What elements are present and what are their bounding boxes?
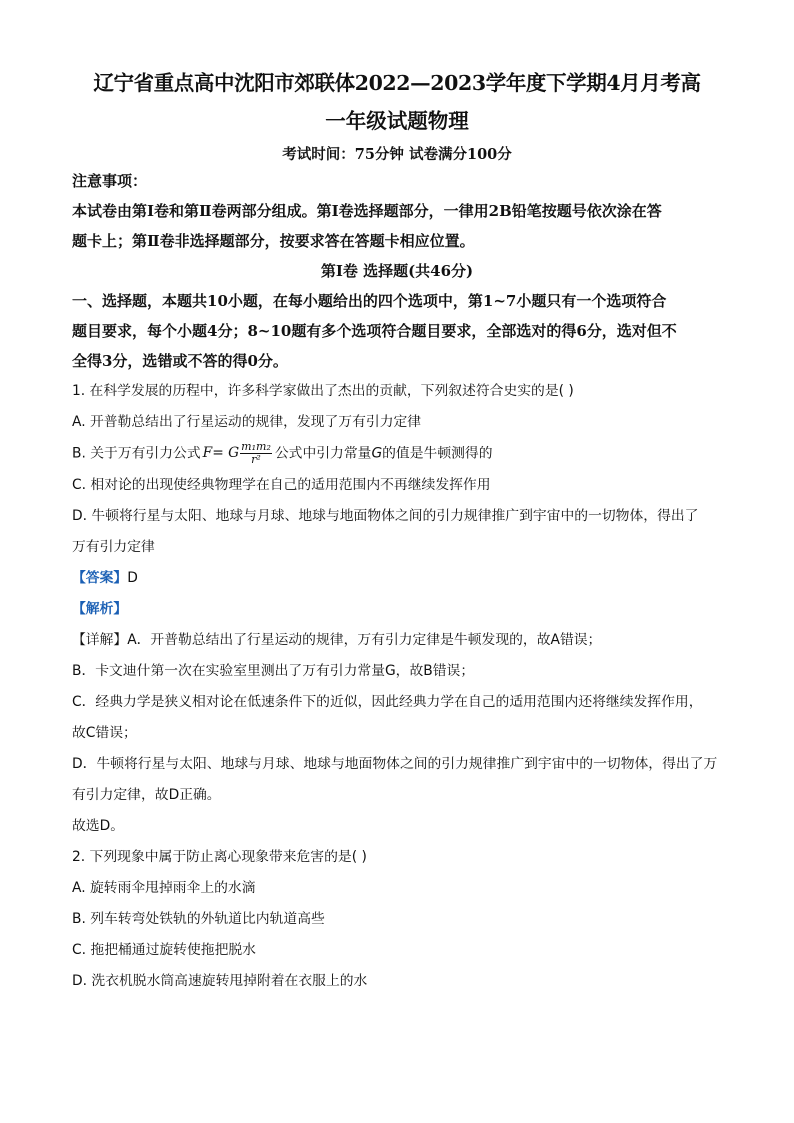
option-b-suffix2: 的值是牛顿测得的 xyxy=(382,445,493,462)
question-1-option-d-line2: 万有引力定律 xyxy=(72,538,155,555)
analysis-line xyxy=(72,594,722,625)
exam-info: 考试时间：75分钟 试卷满分100分 xyxy=(282,146,512,163)
analysis-tag: 【解析】 xyxy=(72,600,128,617)
notice-heading: 注意事项： xyxy=(72,172,148,190)
section-intro-line2: 题目要求，每个小题4分；8~10题有多个选项符合题目要求，全部选对的得6分，选对但不 xyxy=(72,322,677,340)
formula-f: F xyxy=(202,445,213,461)
detail-a-text: A．开普勒总结出了行星运动的规律，万有引力定律是牛顿发现的，故A错误； xyxy=(127,631,602,648)
detail-d-line2: 有引力定律，故D正确。 xyxy=(72,786,221,803)
question-1-option-d-line1: D. 牛顿将行星与太阳、地球与月球、地球与地面物体之间的引力规律推广到宇宙中的一切物体，得出了 xyxy=(72,507,699,524)
question-1-option-c: C. 相对论的出现使经典物理学在自己的适用范围内不再继续发挥作用 xyxy=(72,476,491,493)
section-title: 第Ⅰ卷 选择题(共46分) xyxy=(320,262,474,280)
detail-b: B．卡文迪什第一次在实验室里测出了万有引力常量G，故B错误； xyxy=(72,662,475,679)
detail-d-line1: D．牛顿将行星与太阳、地球与月球、地球与地面物体之间的引力规律推广到宇宙中的一切物体，得出了万 xyxy=(72,755,718,772)
question-1-option-a: A. 开普勒总结出了行星运动的规律，发现了万有引力定律 xyxy=(72,414,422,430)
answer-value: D xyxy=(127,569,138,586)
question-2-option-a: A. 旋转雨伞甩掉雨伞上的水滴 xyxy=(72,879,256,896)
exam-title-line1: 辽宁省重点高中沈阳市郊联体2022—2023学年度下学期4月月考高 xyxy=(93,71,701,95)
formula-numerator: m₁m₂ xyxy=(241,440,271,453)
notice-line1: 本试卷由第Ⅰ卷和第Ⅱ卷两部分组成。第Ⅰ卷选择题部分，一律用2B铅笔按题号依次涂在答 xyxy=(72,202,662,220)
detail-a xyxy=(72,625,722,656)
answer-tag: 【答案】 xyxy=(72,569,128,586)
question-1-option-b xyxy=(72,438,722,470)
detail-tag: 【详解】 xyxy=(72,631,128,648)
question-2-stem: 2. 下列现象中属于防止离心现象带来危害的是( ) xyxy=(72,848,367,865)
question-2-option-c: C. 拖把桶通过旋转使拖把脱水 xyxy=(72,941,256,958)
question-2-option-d: D. 洗衣机脱水筒高速旋转甩掉附着在衣服上的水 xyxy=(72,972,368,989)
gravitation-formula xyxy=(203,438,273,469)
section-intro-line3: 全得3分，选错或不答的得0分。 xyxy=(72,352,288,370)
question-1-stem: 1. 在科学发展的历程中，许多科学家做出了杰出的贡献，下列叙述符合史实的是( ) xyxy=(72,383,574,399)
answer-line xyxy=(72,563,722,594)
option-b-prefix: B. 关于万有引力公式 xyxy=(72,445,201,462)
formula-denominator: r² xyxy=(251,453,261,466)
formula-fraction xyxy=(240,441,272,466)
detail-c-line1: C．经典力学是狭义相对论在低速条件下的近似，因此经典力学在自己的适用范围内还将继续发挥作用， xyxy=(72,693,703,710)
formula-eq: = G xyxy=(212,445,240,461)
option-b-suffix: 公式中引力常量 xyxy=(274,445,372,462)
detail-c-line2: 故C错误； xyxy=(72,724,137,741)
section-intro-line1: 一、选择题，本题共10小题，在每小题给出的四个选项中，第1~7小题只有一个选项符合 xyxy=(72,292,667,310)
conclusion: 故选D。 xyxy=(72,817,125,834)
option-b-g: G xyxy=(371,445,383,462)
exam-title-line2: 一年级试题物理 xyxy=(325,109,469,133)
notice-line2: 题卡上；第Ⅱ卷非选择题部分，按要求答在答题卡相应位置。 xyxy=(72,232,475,250)
question-2-option-b: B. 列车转弯处铁轨的外轨道比内轨道高些 xyxy=(72,910,325,927)
